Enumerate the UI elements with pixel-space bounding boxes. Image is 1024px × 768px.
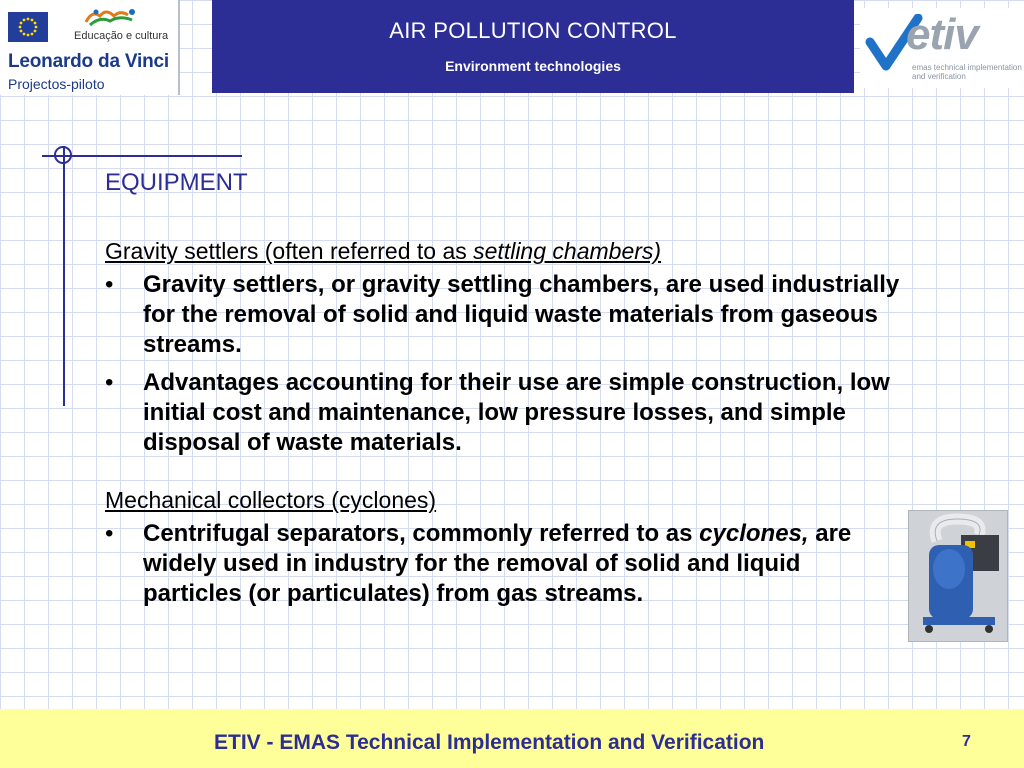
list-item [105,519,903,609]
decor-vertical-line [63,146,65,406]
logo-subtitle: Projectos-piloto [8,76,105,92]
program-line: Educação e cultura [74,30,169,42]
list-item-text-italic: cyclones, [699,520,809,547]
etiv-tagline [912,63,1022,81]
decor-horizontal-line [42,155,242,157]
list-item-text: Gravity settlers, or gravity settling chambers, are used industrially for the removal of solid and liquid waste materials from gaseous streams. [143,271,900,358]
list-item [105,270,905,360]
bullet-marker: • [105,520,114,547]
etiv-tagline-line-2: and verification [912,72,966,81]
gravity-settlers-heading [105,236,905,266]
eu-flag-icon [8,12,48,42]
slide-body [105,168,905,617]
bullet-marker: • [105,271,114,298]
leonardo-da-vinci-logo [0,0,180,95]
slide-subtitle: Environment technologies [445,58,621,74]
list-item-text-end: are widely used in industry for the removal of solid and liquid particles (or particulates) from gas streams. [143,520,852,607]
eu-stars-icon [8,12,48,42]
list-item [105,368,905,458]
list-item-text-start: Centrifugal separators, commonly referred to as [143,520,700,547]
cyclones-list [105,519,905,609]
etiv-logo [860,8,1024,88]
cyclone-photo [908,510,1008,642]
lifelong-learning-icon [82,6,142,28]
slide-title: AIR POLLUTION CONTROL [389,18,677,43]
etiv-wordmark: etiv [906,10,978,59]
decor-circle [54,146,72,164]
section-heading: EQUIPMENT [105,169,248,196]
etiv-tagline-line-1: emas technical implementation [912,63,1022,72]
cyclones-heading: Mechanical collectors (cyclones) [105,487,437,513]
cyclone-collector-icon [909,511,1007,641]
slide-header [212,0,854,93]
gravity-settlers-heading-italic: settling chambers) [473,238,662,264]
page-number: 7 [962,733,971,750]
list-item-text: Advantages accounting for their use are simple construction, low initial cost and maintenance, low pressure losses, and simple disposal of waste materials. [143,369,890,456]
gravity-settlers-list [105,270,905,458]
gravity-settlers-heading-text: Gravity settlers (often referred to as [105,238,474,264]
bullet-marker: • [105,369,114,396]
footer-text: ETIV - EMAS Technical Implementation and Verification [214,731,765,754]
logo-name: Leonardo da Vinci [8,51,169,72]
slide-footer [0,709,1024,768]
cyclones-section [105,485,905,609]
